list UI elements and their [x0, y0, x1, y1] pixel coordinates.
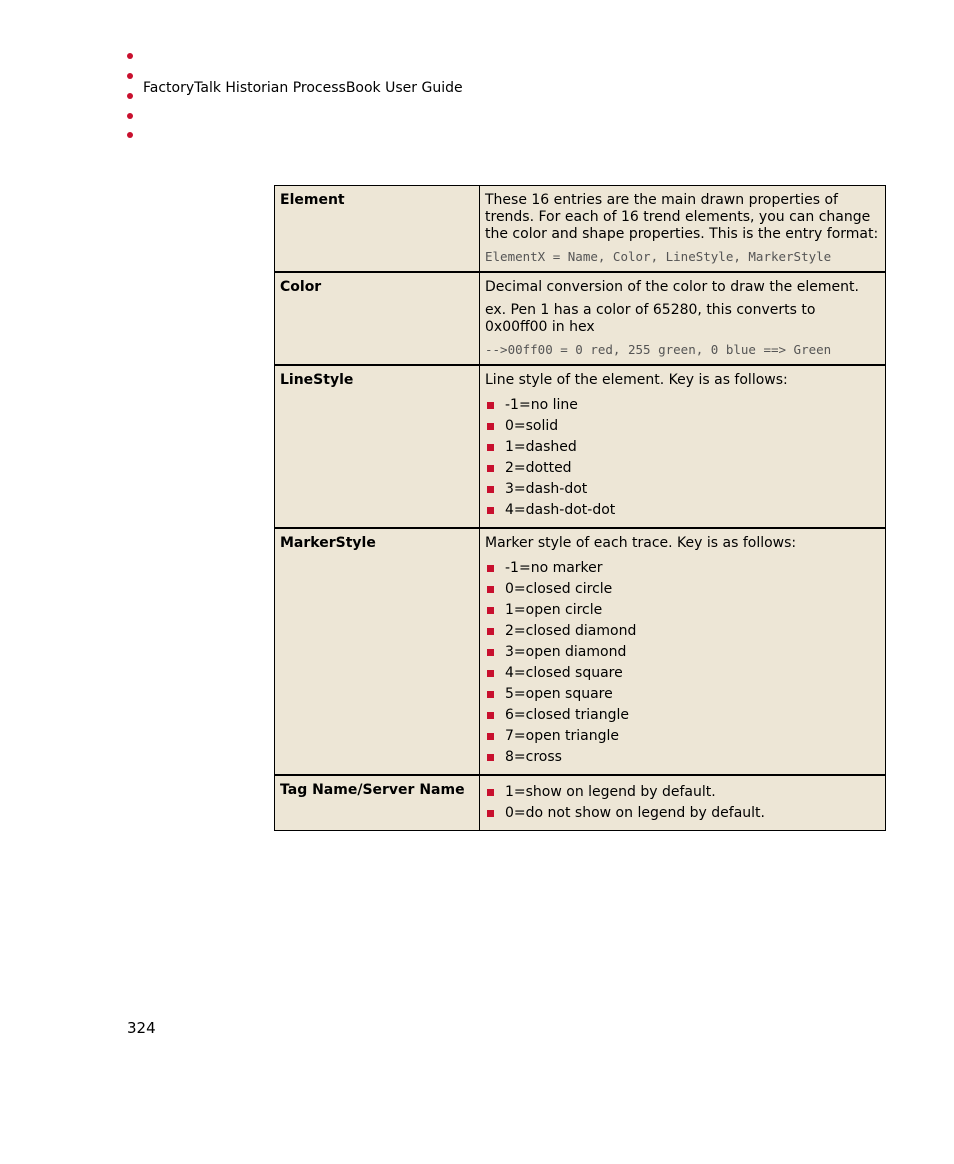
list-item [485, 642, 879, 663]
description-text: Marker style of each trace. Key is as follows: [485, 535, 797, 551]
list-item-text: -1=no marker [505, 560, 603, 576]
list-item [485, 621, 879, 642]
list-item [485, 479, 879, 500]
square-bullet-icon [487, 670, 494, 677]
code-example: ElementX = Name, Color, LineStyle, MarkerStyle [485, 249, 832, 264]
list-item [485, 458, 879, 479]
header-bullet [127, 53, 133, 59]
list-item [485, 782, 879, 803]
square-bullet-icon [487, 507, 494, 514]
list-item [485, 600, 879, 621]
list-item [485, 684, 879, 705]
list-item-text: 1=dashed [505, 439, 577, 455]
list-item-text: 1=show on legend by default. [505, 784, 716, 800]
square-bullet-icon [487, 754, 494, 761]
description-text: ex. Pen 1 has a color of 65280, this converts to 0x00ff00 in hex [485, 302, 816, 335]
description-text: Decimal conversion of the color to draw the element. [485, 279, 859, 295]
property-name: Tag Name/Server Name [275, 775, 480, 831]
table-row [275, 775, 886, 831]
description-text: These 16 entries are the main drawn properties of trends. For each of 16 trend elements, you can change the color and shape properties. This is the entry format: [485, 192, 879, 242]
list-item-text: 0=do not show on legend by default. [505, 805, 765, 821]
list-item-text: 8=cross [505, 749, 562, 765]
square-bullet-icon [487, 733, 494, 740]
property-description [480, 186, 886, 273]
header-bullet [127, 73, 133, 79]
list-item-text: 0=closed circle [505, 581, 613, 597]
square-bullet-icon [487, 628, 494, 635]
square-bullet-icon [487, 486, 494, 493]
key-list [485, 395, 879, 521]
code-example: -->00ff00 = 0 red, 255 green, 0 blue ==> Green [485, 342, 832, 357]
table-row [275, 186, 886, 273]
list-item-text: 7=open triangle [505, 728, 620, 744]
list-item-text: 2=dotted [505, 460, 572, 476]
header-bullet [127, 132, 133, 138]
list-item-text: 5=open square [505, 686, 613, 702]
list-item [485, 705, 879, 726]
table-row [275, 365, 886, 528]
list-item [485, 579, 879, 600]
square-bullet-icon [487, 607, 494, 614]
list-item-text: 3=dash-dot [505, 481, 588, 497]
property-description [480, 365, 886, 528]
list-item-text: 0=solid [505, 418, 559, 434]
property-name: Color [275, 272, 480, 365]
property-description [480, 528, 886, 775]
list-item [485, 803, 879, 824]
list-item [485, 558, 879, 579]
list-item-text: 4=closed square [505, 665, 623, 681]
list-item [485, 437, 879, 458]
property-description [480, 775, 886, 831]
property-description [480, 272, 886, 365]
list-item [485, 726, 879, 747]
square-bullet-icon [487, 712, 494, 719]
list-item [485, 395, 879, 416]
list-item [485, 500, 879, 521]
key-list [485, 558, 879, 768]
square-bullet-icon [487, 789, 494, 796]
properties-table [274, 185, 886, 831]
list-item-text: -1=no line [505, 397, 578, 413]
list-item-text: 6=closed triangle [505, 707, 630, 723]
square-bullet-icon [487, 691, 494, 698]
square-bullet-icon [487, 586, 494, 593]
list-item-text: 4=dash-dot-dot [505, 502, 616, 518]
square-bullet-icon [487, 565, 494, 572]
square-bullet-icon [487, 810, 494, 817]
property-name: Element [275, 186, 480, 273]
list-item-text: 2=closed diamond [505, 623, 637, 639]
header-bullet [127, 93, 133, 99]
property-name: MarkerStyle [275, 528, 480, 775]
list-item-text: 1=open circle [505, 602, 603, 618]
square-bullet-icon [487, 402, 494, 409]
list-item [485, 663, 879, 684]
key-list [485, 782, 879, 824]
list-item-text: 3=open diamond [505, 644, 627, 660]
document-title: FactoryTalk Historian ProcessBook User Guide [143, 80, 463, 96]
square-bullet-icon [487, 423, 494, 430]
table-row [275, 528, 886, 775]
page-number: 324 [127, 1019, 156, 1037]
square-bullet-icon [487, 444, 494, 451]
square-bullet-icon [487, 649, 494, 656]
list-item [485, 747, 879, 768]
property-name: LineStyle [275, 365, 480, 528]
square-bullet-icon [487, 465, 494, 472]
header-bullet [127, 113, 133, 119]
table-row [275, 272, 886, 365]
description-text: Line style of the element. Key is as follows: [485, 372, 788, 388]
list-item [485, 416, 879, 437]
